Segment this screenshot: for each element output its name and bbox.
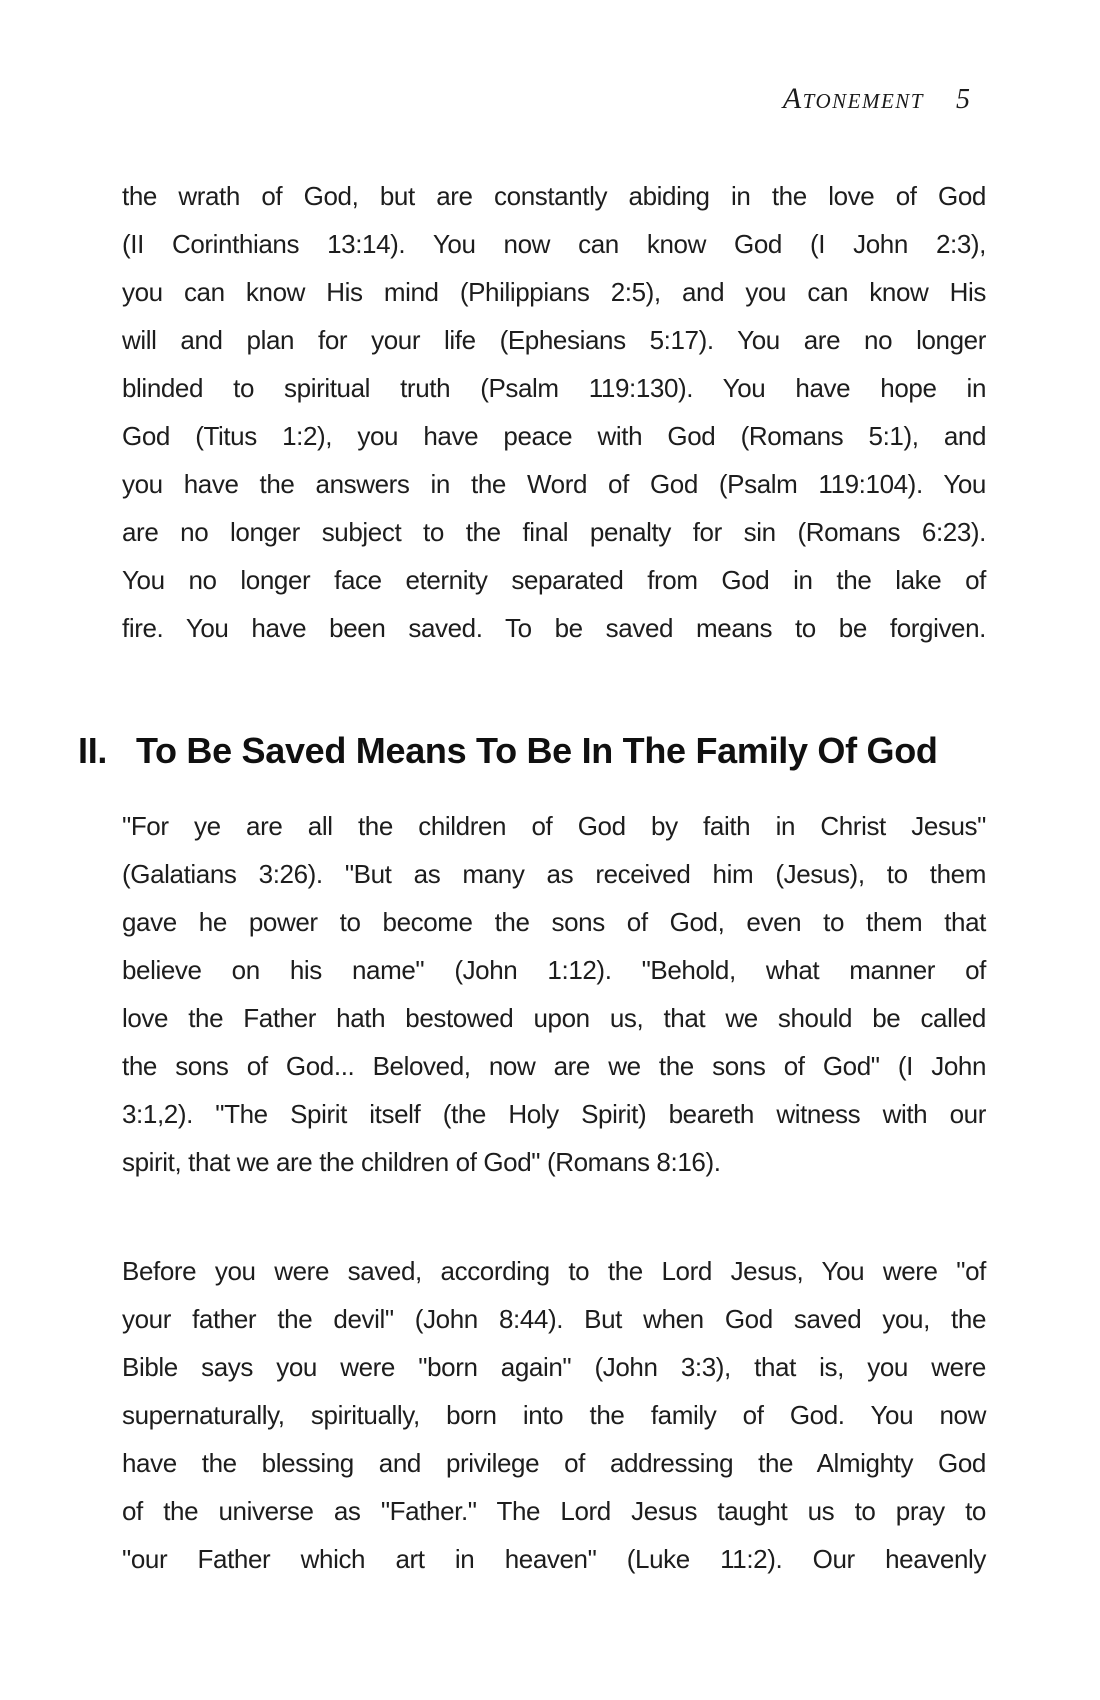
text-line: blinded to spiritual truth (Psalm 119:130). You have hope in [122, 373, 986, 403]
paragraph-saved-means-forgiven [122, 172, 986, 652]
text-line: Bible says you were "born again" (John 3:3), that is, you were [122, 1352, 986, 1382]
text-line: you have the answers in the Word of God (Psalm 119:104). You [122, 469, 986, 499]
paragraph-children-of-god [122, 802, 986, 1186]
text-line: "For ye are all the children of God by faith in Christ Jesus" [122, 811, 986, 841]
text-line: have the blessing and privilege of addressing the Almighty God [122, 1448, 986, 1478]
text-line: Before you were saved, according to the Lord Jesus, You were "of [122, 1256, 986, 1286]
text-line: (II Corinthians 13:14). You now can know God (I John 2:3), [122, 229, 986, 259]
running-header-title: Atonement [782, 82, 924, 115]
text-line: are no longer subject to the final penalty for sin (Romans 6:23). [122, 517, 986, 547]
text-line: supernaturally, spiritually, born into the family of God. You now [122, 1400, 986, 1430]
text-line: spirit, that we are the children of God" (Romans 8:16). [122, 1147, 721, 1177]
text-line: love the Father hath bestowed upon us, that we should be called [122, 1003, 986, 1033]
text-line: fire. You have been saved. To be saved means to be forgiven. [122, 613, 986, 643]
text-line: you can know His mind (Philippians 2:5), and you can know His [122, 277, 986, 307]
text-line: the wrath of God, but are constantly abiding in the love of God [122, 181, 986, 211]
text-line: You no longer face eternity separated from God in the lake of [122, 565, 986, 595]
page-number: 5 [956, 84, 970, 115]
text-line: gave he power to become the sons of God, even to them that [122, 907, 986, 937]
section-heading-number: II. [78, 730, 108, 771]
text-line: your father the devil" (John 8:44). But when God saved you, the [122, 1304, 986, 1334]
text-line: 3:1,2). "The Spirit itself (the Holy Spirit) beareth witness with our [122, 1099, 986, 1129]
paragraph-born-again [122, 1247, 986, 1583]
text-line: "our Father which art in heaven" (Luke 11:2). Our heavenly [122, 1544, 986, 1574]
text-line: of the universe as "Father." The Lord Jesus taught us to pray to [122, 1496, 986, 1526]
text-line: believe on his name" (John 1:12). "Behold, what manner of [122, 955, 986, 985]
running-header [783, 82, 970, 116]
text-line: the sons of God... Beloved, now are we the sons of God" (I John [122, 1051, 986, 1081]
text-line: (Galatians 3:26). "But as many as received him (Jesus), to them [122, 859, 986, 889]
section-heading [78, 729, 1058, 773]
section-heading-title: To Be Saved Means To Be In The Family Of God [136, 730, 938, 771]
text-line: God (Titus 1:2), you have peace with God (Romans 5:1), and [122, 421, 986, 451]
text-line: will and plan for your life (Ephesians 5:17). You are no longer [122, 325, 986, 355]
